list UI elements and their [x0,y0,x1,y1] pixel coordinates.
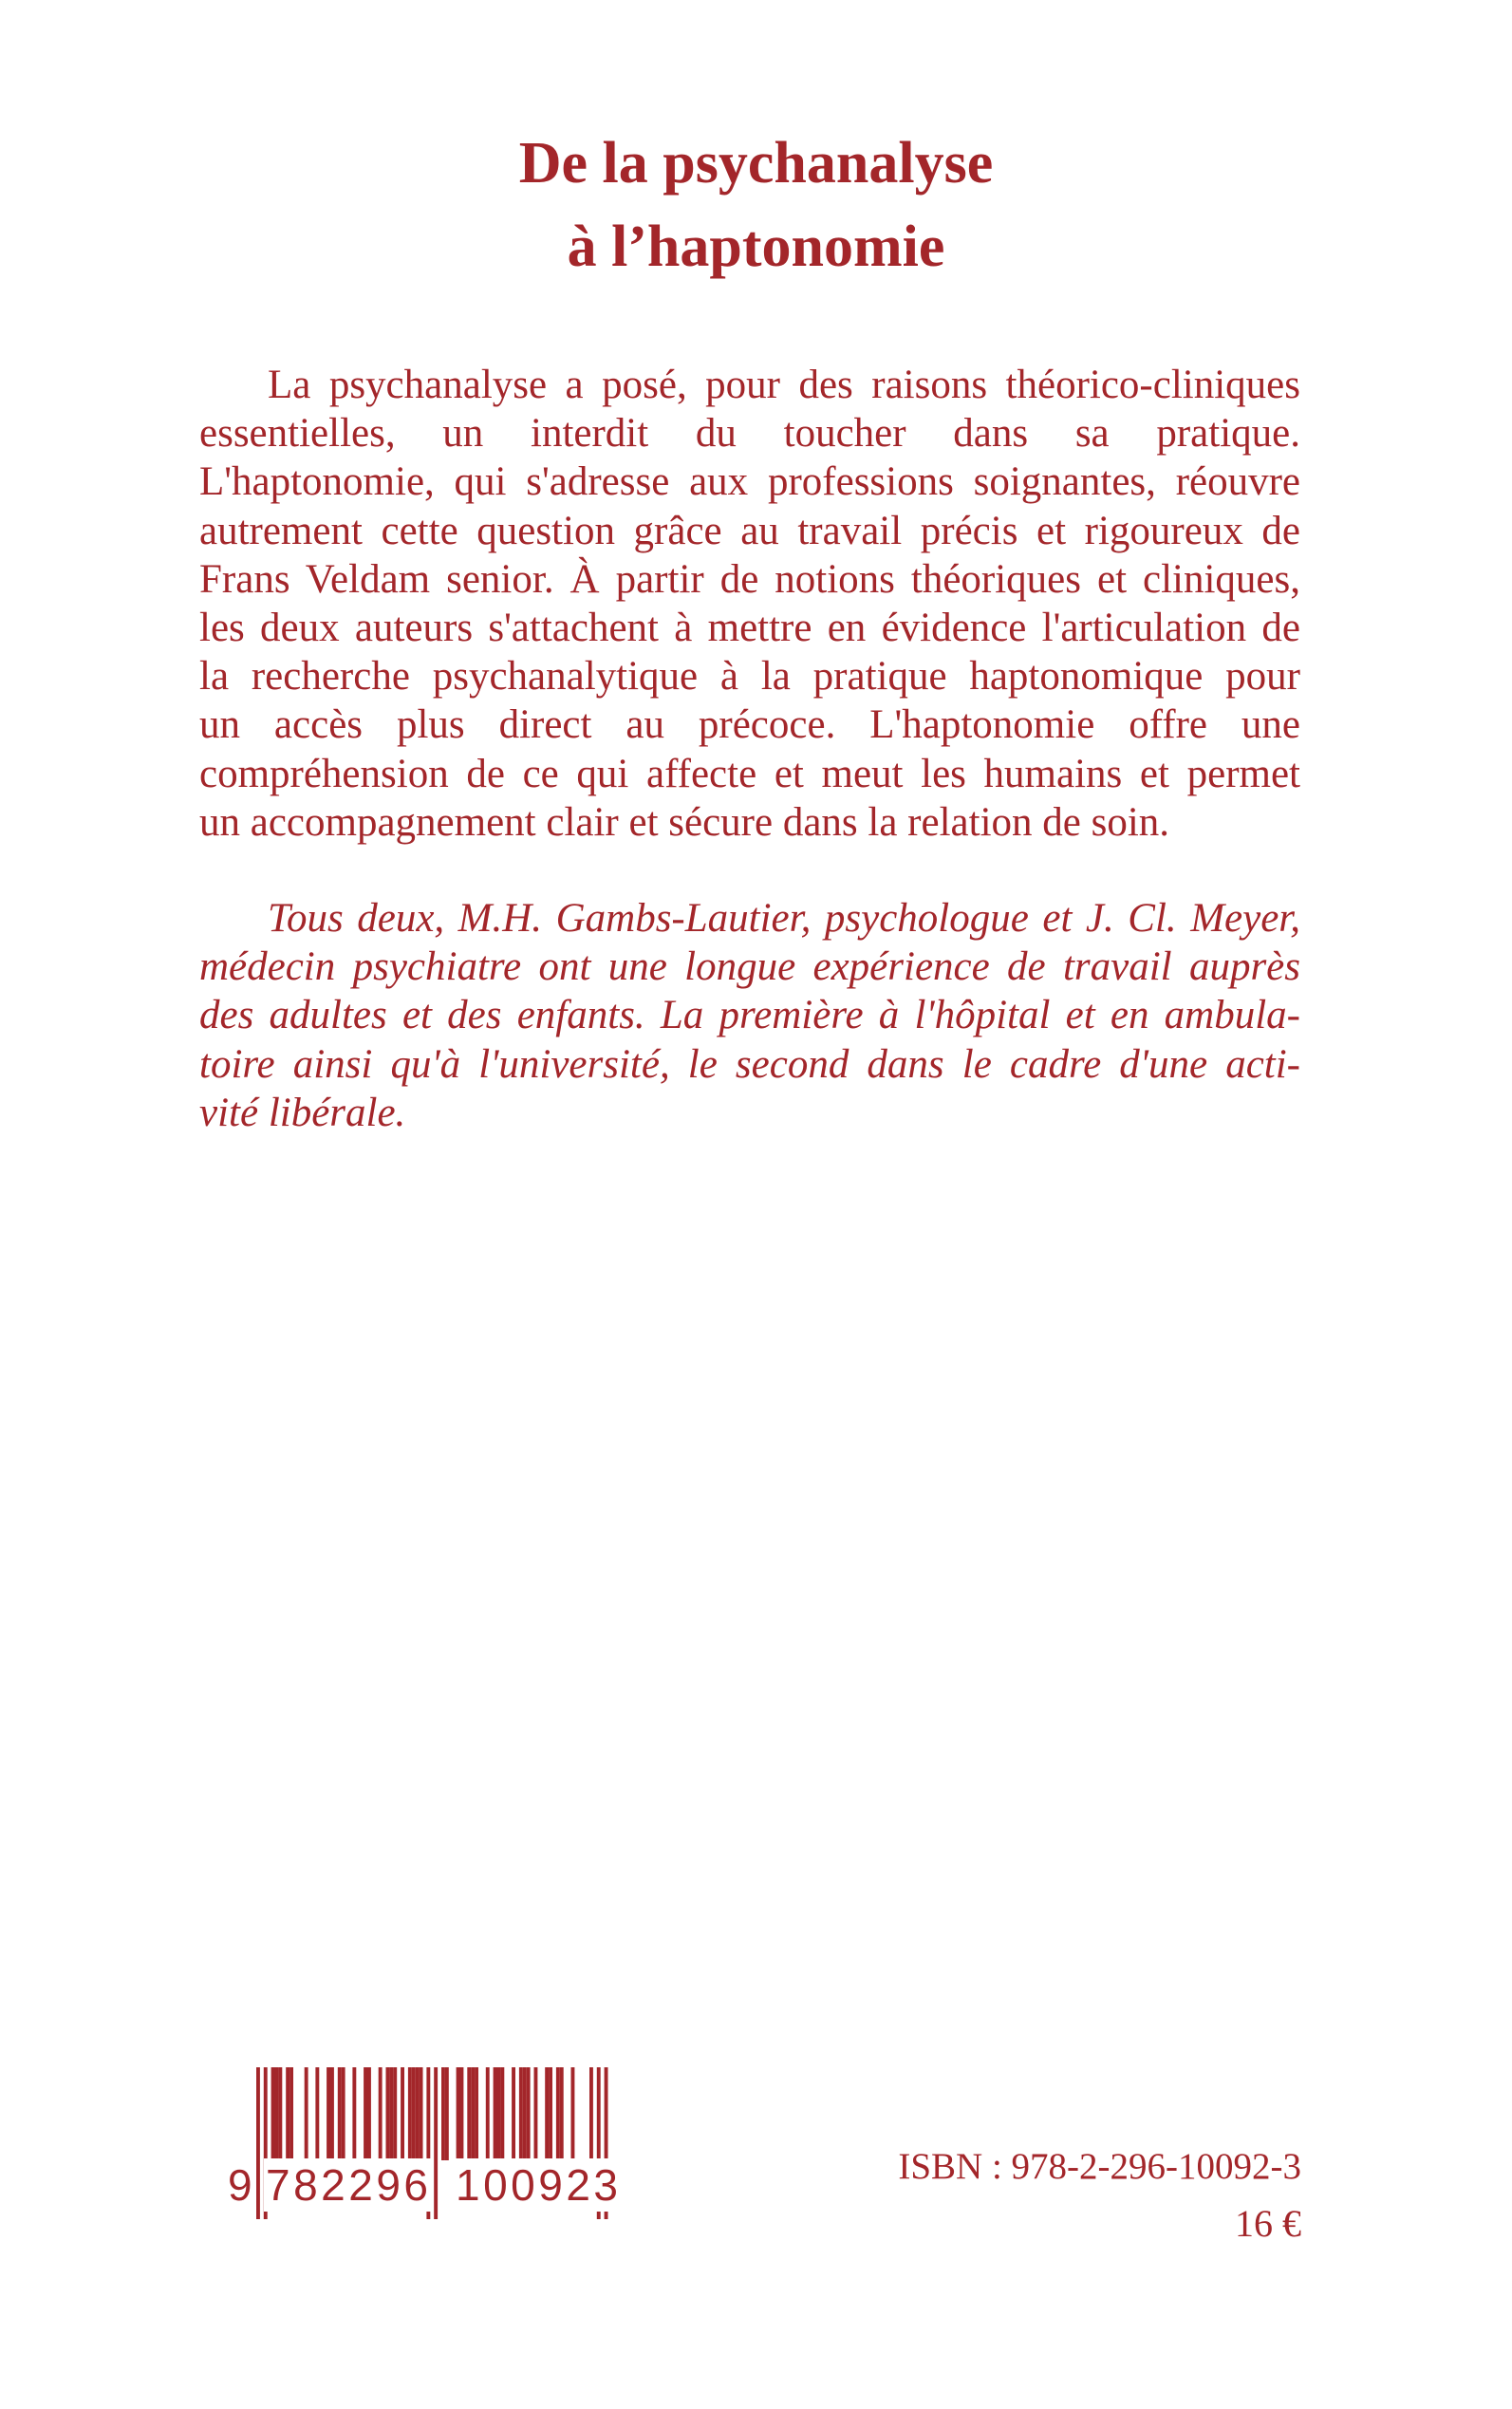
barcode-bar [271,2067,275,2160]
summary-line: autrement cette question grâce au travail précis et rigoureux de [199,508,1300,553]
authors-bio-line: Tous deux, M.H. Gambs-Lautier, psychologue et J. Cl. Meyer, [268,896,1300,942]
barcode-bar [327,2067,330,2160]
barcode-bar [367,2067,371,2160]
authors-bio-line: médecin psychiatre ont une longue expérience de travail auprès [199,944,1300,990]
barcode-bar [416,2067,420,2160]
authors-bio-paragraph [199,894,1300,1137]
barcode-bar [512,2067,515,2160]
summary-line: la recherche psychanalytique à la pratique haptonomique pour [199,654,1300,700]
barcode-bar [275,2067,279,2160]
barcode-digits-right: 100923 [456,2160,622,2210]
barcode-bar [286,2067,289,2160]
book-title [0,121,1512,289]
barcode-bar [457,2067,460,2160]
barcode-bar [549,2067,552,2160]
price-label: 16 € [1235,2202,1301,2245]
barcode-bar [571,2067,575,2160]
barcode-bar [523,2067,527,2160]
barcode-bar [305,2067,308,2160]
barcode-bar [342,2067,345,2160]
summary-line: un accompagnement clair et sécure dans la relation de soin. [199,799,1170,845]
barcode-bar [519,2067,523,2160]
authors-bio-line: des adultes et des enfants. La première à l'hôpital et en ambula- [199,993,1300,1038]
isbn-label: ISBN : 978-2-296-10092-3 [898,2146,1301,2187]
summary-line: Frans Veldam senior. À partir de notions théoriques et cliniques, [199,556,1300,602]
barcode-bar [408,2067,412,2160]
barcode-bar [556,2067,560,2160]
back-cover-text [199,361,1300,1137]
summary-paragraph [199,361,1300,847]
summary-line: L'haptonomie, qui s'adresse aux professions soignantes, réouvre [199,459,1300,505]
barcode-bar [589,2067,593,2160]
barcode-bar [467,2067,471,2160]
summary-line: compréhension de ce qui affecte et meut les humains et permet [199,751,1300,796]
barcode-bar [445,2067,449,2160]
barcode-bar [494,2067,497,2160]
barcode-bar [460,2067,464,2160]
barcode-bar [364,2067,367,2160]
book-title-line-1: De la psychanalyse [518,131,994,196]
authors-bio-line: vité libérale. [199,1090,406,1135]
barcode-bar [401,2067,404,2160]
barcode-bar [497,2067,501,2160]
barcode-bar [278,2067,282,2160]
barcode-bar [289,2067,293,2160]
summary-line: un accès plus direct au précoce. L'haptonomie offre une [199,702,1300,748]
barcode-bar [545,2067,549,2160]
barcode-digits-left: 782296 [266,2160,432,2210]
barcode-bar [441,2067,445,2160]
summary-line: La psychanalyse a posé, pour des raisons théorico-cliniques [268,363,1300,407]
barcode-digits [228,2158,645,2215]
barcode-bar [389,2067,393,2160]
barcode-digit-first: 9 [228,2158,256,2212]
barcode-bar [393,2067,397,2160]
barcode-bar [475,2067,478,2160]
summary-line: les deux auteurs s'attachent à mettre en évidence l'articulation de [199,606,1300,651]
barcode-bar [386,2067,390,2160]
barcode-bar [534,2067,538,2160]
barcode-bar [420,2067,423,2160]
book-title-line-2: à l’haptonomie [567,215,945,279]
barcode-bar [352,2067,356,2160]
barcode-bar [412,2067,416,2160]
barcode-bar [338,2067,342,2160]
authors-bio-line: toire ainsi qu'à l'université, le second dans le cadre d'une acti- [199,1041,1300,1087]
barcode-bar [471,2067,475,2160]
barcode-bar [527,2067,531,2160]
barcode-bar [560,2067,564,2160]
barcode-bar [379,2067,383,2160]
barcode-bar [315,2067,319,2160]
barcode-bar [330,2067,334,2160]
barcode-bar [486,2067,490,2160]
barcode-bar [500,2067,504,2160]
summary-line: essentielles, un interdit du toucher dans sa pratique. [199,411,1300,457]
